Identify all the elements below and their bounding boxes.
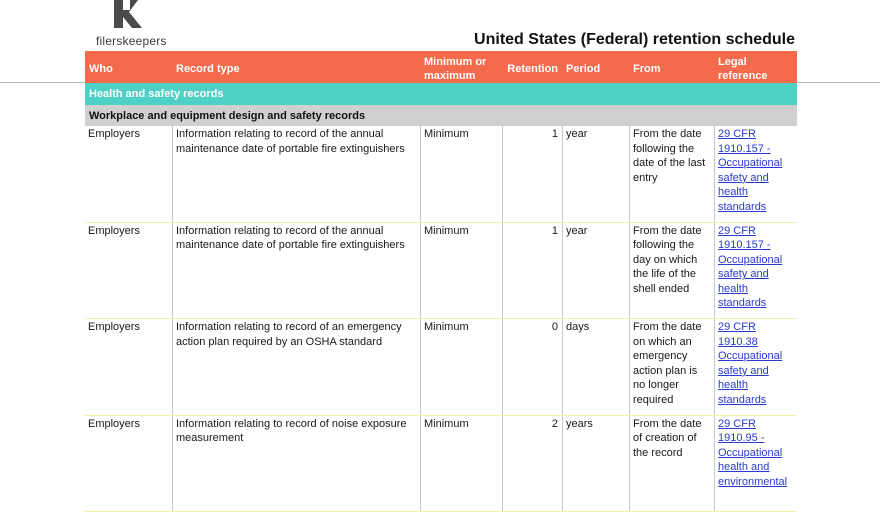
cell-retention: 1 bbox=[502, 223, 562, 319]
cell-retention: 2 bbox=[502, 416, 562, 512]
cell-period: years bbox=[562, 416, 629, 512]
legal-reference-link[interactable]: 29 CFR 1910.38 Occupational safety and health standards bbox=[718, 321, 782, 406]
cell-retention: 1 bbox=[502, 126, 562, 222]
cell-min-max: Minimum bbox=[420, 126, 502, 222]
cell-legal-reference bbox=[714, 223, 797, 319]
cell-from: From the date on which an emergency action plan is no longer required bbox=[629, 319, 714, 415]
category-band: Health and safety records bbox=[85, 83, 797, 105]
column-header-min-max: Minimum or maximum bbox=[420, 51, 502, 83]
column-header-legal-reference: Legal reference bbox=[714, 51, 797, 83]
cell-min-max: Minimum bbox=[420, 416, 502, 512]
column-header-from: From bbox=[629, 51, 714, 83]
cell-record-type: Information relating to record of noise exposure measurement bbox=[172, 416, 420, 512]
subcategory-band: Workplace and equipment design and safety records bbox=[85, 105, 797, 126]
fk-logo-icon bbox=[112, 0, 156, 28]
cell-legal-reference bbox=[714, 319, 797, 415]
cell-who: Employers bbox=[85, 416, 172, 512]
cell-min-max: Minimum bbox=[420, 223, 502, 319]
column-header-period: Period bbox=[562, 51, 629, 83]
cell-legal-reference bbox=[714, 126, 797, 222]
column-header-retention: Retention bbox=[502, 51, 562, 83]
brand-name: filerskeepers bbox=[96, 34, 167, 48]
table-row bbox=[85, 319, 797, 416]
cell-from: From the date of creation of the record bbox=[629, 416, 714, 512]
cell-who: Employers bbox=[85, 319, 172, 415]
table-row bbox=[85, 223, 797, 320]
cell-period: year bbox=[562, 126, 629, 222]
legal-reference-link[interactable]: 29 CFR 1910.157 - Occupational safety and health standards bbox=[718, 128, 782, 213]
cell-period: year bbox=[562, 223, 629, 319]
cell-from: From the date following the day on which the life of the shell ended bbox=[629, 223, 714, 319]
cell-retention: 0 bbox=[502, 319, 562, 415]
cell-legal-reference bbox=[714, 416, 797, 512]
retention-table bbox=[85, 51, 797, 512]
legal-reference-link[interactable]: 29 CFR 1910.157 - Occupational safety and health standards bbox=[718, 225, 782, 310]
cell-period: days bbox=[562, 319, 629, 415]
cell-who: Employers bbox=[85, 126, 172, 222]
cell-min-max: Minimum bbox=[420, 319, 502, 415]
cell-who: Employers bbox=[85, 223, 172, 319]
cell-record-type: Information relating to record of the annual maintenance date of portable fire extinguishers bbox=[172, 223, 420, 319]
cell-record-type: Information relating to record of an emergency action plan required by an OSHA standard bbox=[172, 319, 420, 415]
cell-record-type: Information relating to record of the annual maintenance date of portable fire extinguishers bbox=[172, 126, 420, 222]
column-header-record-type: Record type bbox=[172, 51, 420, 83]
cell-from: From the date following the date of the last entry bbox=[629, 126, 714, 222]
table-row bbox=[85, 126, 797, 223]
table-row bbox=[85, 416, 797, 512]
column-header-who: Who bbox=[85, 51, 172, 83]
legal-reference-link[interactable]: 29 CFR 1910.95 - Occupational health and environmental bbox=[718, 418, 787, 488]
brand-logo bbox=[96, 0, 186, 48]
table-header bbox=[85, 51, 797, 83]
document-title: United States (Federal) retention schedule bbox=[474, 31, 795, 49]
